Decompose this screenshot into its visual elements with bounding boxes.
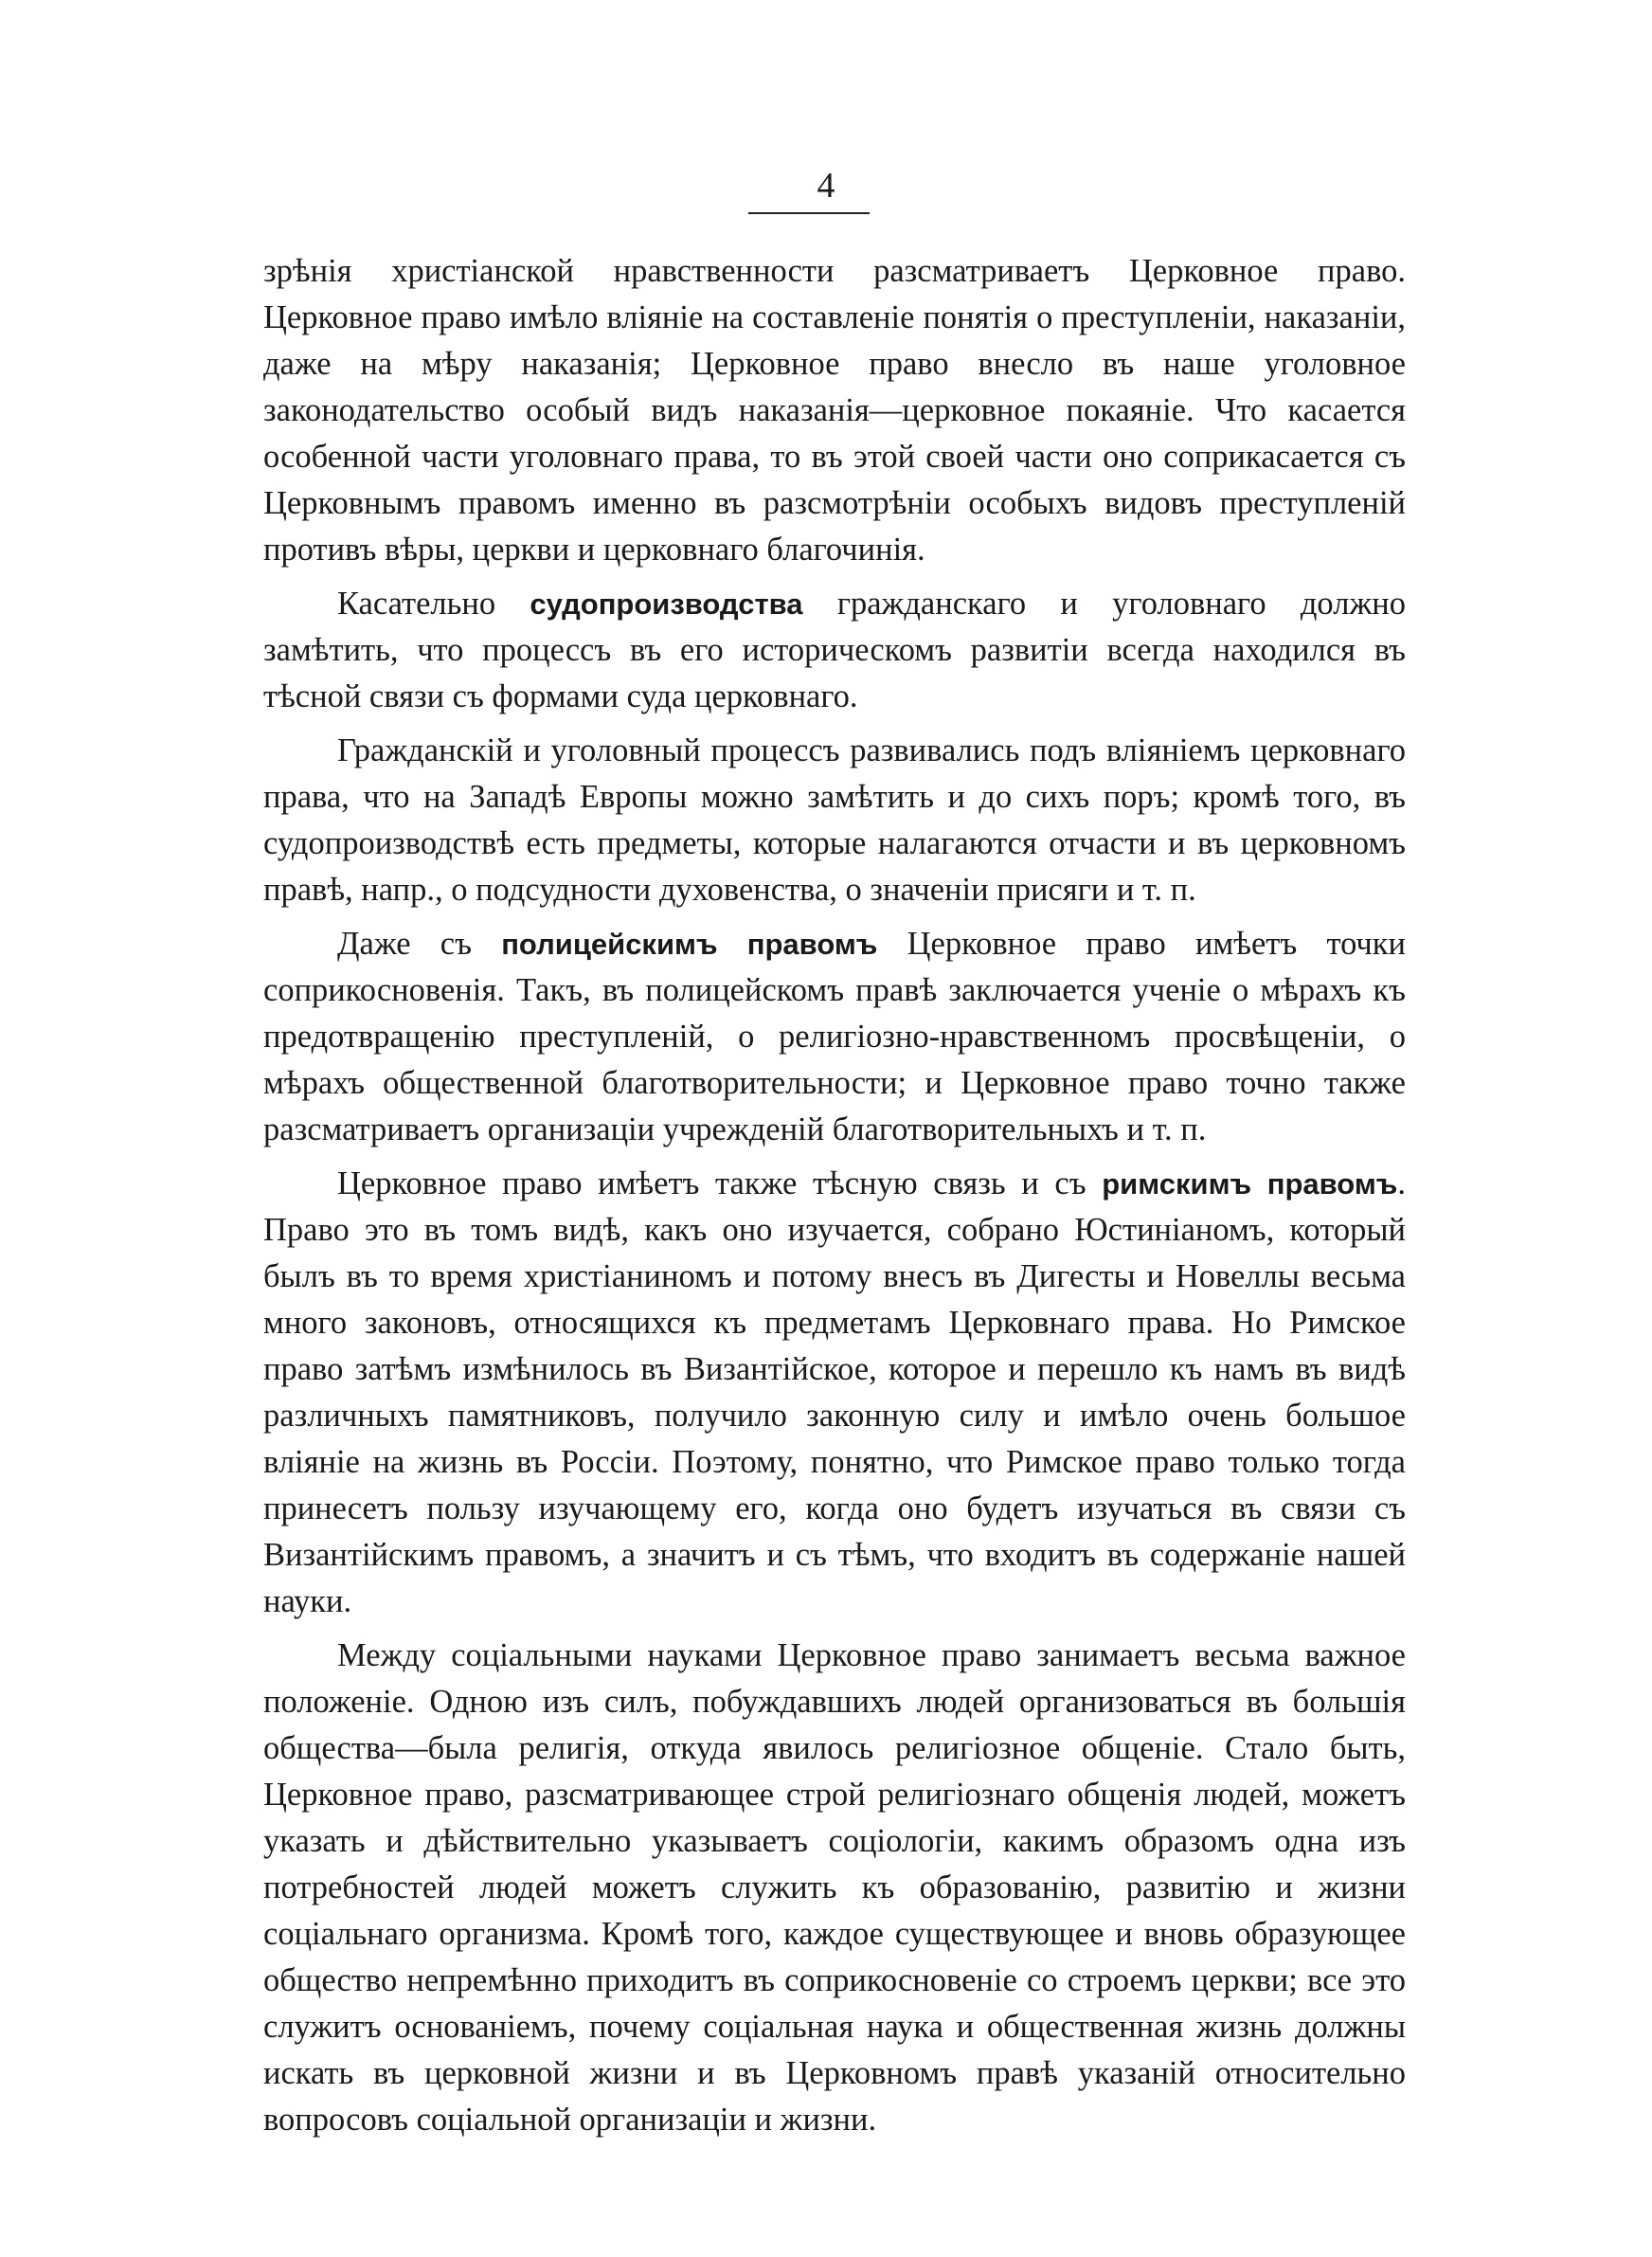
paragraph-social-sciences: Между соціальными науками Церковное право занимаетъ весьма важное положеніе. Одною изъ силъ, побуждавшихъ людей организоваться въ большія общества—была религія, откуда явилось религіозное общеніе. Стало быть, Церковное право, разсматривающее строй религіознаго общенія людей, можетъ указать и дѣйствительно указываетъ соціологіи, какимъ образомъ одна изъ потребностей людей можетъ служить къ образованію, развитію и жизни соціальнаго организма. Кромѣ того, каждое существующее и вновь образующее общество непремѣнно приходитъ въ соприкосновеніе со строемъ церкви; все это служитъ основаніемъ, почему соціальная наука и общественная жизнь должны искать въ церковной жизни и въ Церковномъ правѣ указаній относительно вопросовъ соціальной организаціи и жизни.: [263, 1637, 1406, 2138]
paragraph-text: гражданскаго и уголовнаго должно замѣтить, что процессъ въ его историческомъ развитіи всегда находился въ тѣсной связи съ формами суда церковнаго.: [263, 586, 1406, 714]
paragraph-criminal-law: зрѣнія христіанской нравственности разсматриваетъ Церковное право. Церковное право имѣло вліяніе на составленіе понятія о преступленіи, наказаніи, даже на мѣру наказанія; Церковное право внесло въ наше уголовное законодательство особый видъ наказанія—церковное покаяніе. Что касается особенной части уголовнаго права, то въ этой своей части оно соприкасается съ Церковнымъ правомъ именно въ разсмотрѣніи особыхъ видовъ преступленій противъ вѣры, церкви и церковнаго благочинія.: [263, 253, 1406, 568]
paragraph-civil-process: Гражданскій и уголовный процессъ развивались подъ вліяніемъ церковнаго права, что на Западѣ Европы можно замѣтить и до сихъ поръ; кромѣ того, въ судопроизводствѣ есть предметы, которые налагаются отчасти и въ церковномъ правѣ, напр., о подсудности духовенства, о значеніи присяги и т. п.: [263, 732, 1406, 908]
paragraph-text: Церковное право имѣетъ также тѣсную связь и съ: [337, 1165, 1103, 1201]
page-number: 4: [817, 166, 835, 206]
paragraph-text: . Право это въ томъ видѣ, какъ оно изучается, собрано Юстиніаномъ, который былъ въ то время христіаниномъ и потому внесъ въ Дигесты и Новеллы весьма много законовъ, относящихся къ предметамъ Церковнаго права. Но Римское право затѣмъ измѣнилось въ Византійское, которое и перешло къ намъ въ видѣ различныхъ памятниковъ, получило законную силу и имѣло очень большое вліяніе на жизнь въ Россіи. Поэтому, понятно, что Римское право только тогда принесетъ пользу изучающему его, когда оно будетъ изучаться въ связи съ Византійскимъ правомъ, а значитъ и съ тѣмъ, что входитъ въ содержаніе нашей науки.: [263, 1165, 1406, 1619]
bold-term: римскимъ правомъ: [1102, 1167, 1398, 1201]
paragraph-text: Касательно: [337, 586, 530, 622]
page-number-rule: [748, 212, 870, 214]
bold-term: судопроизводства: [530, 587, 803, 621]
paragraph-roman-law: [263, 1161, 1406, 1625]
paragraph-procedure: [263, 581, 1406, 720]
bold-term: полицейскимъ правомъ: [501, 928, 878, 961]
body-text: [263, 248, 1406, 2151]
paragraph-text: Даже съ: [337, 926, 502, 962]
paragraph-text: Церковное право имѣетъ точки соприкосновенія. Такъ, въ полицейскомъ правѣ заключается ученіе о мѣрахъ къ предотвращенію преступленій, о религіозно-нравственномъ просвѣщеніи, о мѣрахъ общественной благотворительности; и Церковное право точно также разсматриваетъ организаціи учрежденій благотворительныхъ и т. п.: [263, 926, 1406, 1147]
paragraph-police-law: [263, 921, 1406, 1153]
